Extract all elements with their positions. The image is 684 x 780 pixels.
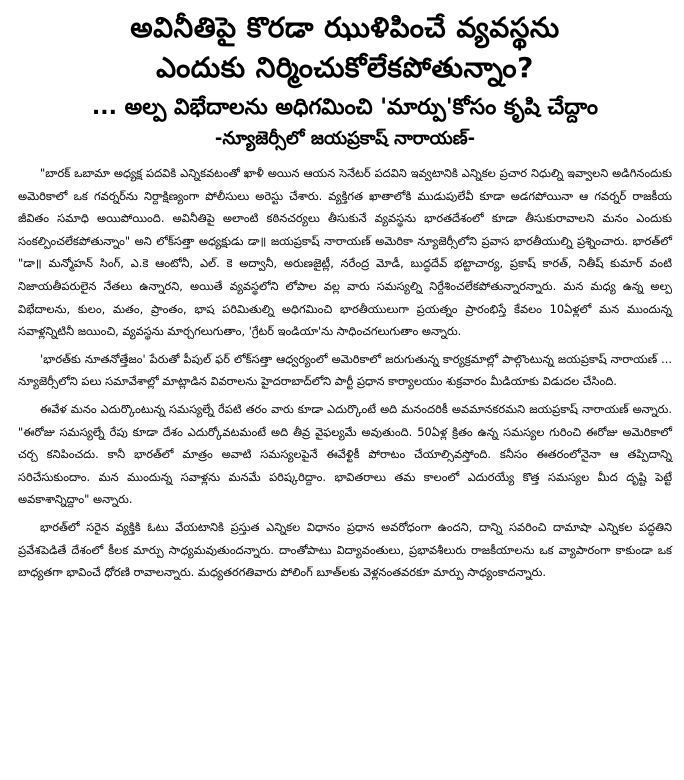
- paragraph-2: 'భారత్‌కు నూతనోత్తేజం' పేరుతో పీపుల్ ఫర్ లోక్‌సత్తా ఆధ్వర్యంలో అమెరికాలో జరుగుతున్న కార్యక్రమాల్లో పాల్గొంటున్న జయప్రకాష్ నారాయణ్ ... న్యూజెర్సీలోని పలు సమావేశాల్లో మాట్లాడిన వివరాలను హైదరాబాద్‌లోని పార్టీ ప్రధాన కార్యాలయం శుక్రవారం మీడియాకు విడుదల చేసింది.: [18, 351, 672, 389]
- headline: [18, 8, 672, 88]
- byline: -న్యూజెర్సీలో జయప్రకాష్ నారాయణ్-: [214, 128, 476, 149]
- subheadline: ... అల్ప విభేదాలను అధిగమించి 'మార్పు'కోసం కృషి చేద్దాం: [91, 95, 599, 120]
- paragraph-1: "బారక్ ఒబామా అధ్యక్ష పదవికి ఎన్నికవటంతో ఖాళీ అయిన ఆయన సెనేటర్ పదవిని ఇవ్వటానికి ఎన్నికల ప్రచార నిధుల్ని ఇవ్వాలని అడిగినందుకు అమెరికాలో ఒక గవర్నర్‌ను నిర్దాక్షిణ్యంగా పోలీసులు అరెస్టు చేశారు. వ్యక్తిగత ఖాతాలోకి ముడుపులేవీ కూడా అడగపోయినా ఆ గవర్నర్ రాజకీయ జీవితం సమాధి అయిపోయింది. అవినీతిపై అలాంటి కఠినచర్యలు తీసుకునే వ్యవస్థను భారతదేశంలో కూడా తీసుకురావాలని మనం ఎందుకు సంకల్పించలేకపోతున్నాం" అని లోక్‌సత్తా అధ్యక్షుడు డా॥ జయప్రకాష్ నారాయణ్ అమెరికా న్యూజెర్సీలోని ప్రవాస భారతీయుల్ని ప్రశ్నించారు. భారత్‌లో "డా॥ మన్మోహన్ సింగ్, ఎ.కె ఆంటోనీ, ఎల్. కె అద్వానీ, అరుణజైట్లీ, నరేంద్ర మోడీ, బుద్ధదేవ్ భట్టాచార్య, ప్రకాష్ కారత్, నితీష్ కుమార్ వంటి నిజాయతీపరులైన నేతలు ఉన్నారని, అయితే వ్యవస్థలోని లోపాల వల్ల వారు సమస్యల్ని నిర్దేశించలేకపోతున్నారన్నారు. మన మధ్య ఉన్న అల్ప విభేదాలను, కులం, మతం, ప్రాంతం, భాష పరిమితుల్ని అధిగమించి భారతీయులుగా ప్రయత్నం ప్రారంభిస్తే కేవలం 10ఏళ్లలో మన ముందున్న సవాళ్లన్నిటినీ జయించి, వ్యవస్థను మార్చగలుగుతాం, 'గ్రేటర్ ఇండియా'ను సాధించగలుగుతాం అన్నారు.: [18, 166, 672, 339]
- headline-line-2: ఎందుకు నిర్మించుకోలేకపోతున్నాం?: [156, 51, 534, 84]
- paragraph-4: భారత్‌లో సరైన వ్యక్తికి ఓటు వేయటానికి ప్రస్తుత ఎన్నికల విధానం ప్రధాన అవరోధంగా ఉందని, దాన్ని సవరించి దామాషా ఎన్నికల పద్ధతిని ప్రవేశపెడితే దేశంలో కీలక మార్పు సాధ్యమవుతుందన్నారు. దాంతోపాటు విద్యావంతులు, ప్రభావశీలురు రాజకీయాలను ఒక వ్యాపారంగా కాకుండా ఒక బాధ్యతగా భావించే ధోరణి రావాలన్నారు. మధ్యతరగతివారు పోలింగ్ బూత్‌లకు వెళ్లనంతవరకూ మార్పు సాధ్యంకాదన్నారు.: [18, 519, 672, 580]
- headline-line-1: అవినీతిపై కొరడా ఝుళిపించే వ్యవస్థను: [130, 11, 560, 44]
- paragraph-3: ఈవేళ మనం ఎదుర్కొంటున్న సమస్యల్నే రేపటి తరం వారు కూడా ఎదుర్కొంటే అది మనందరికీ అవమానకరమని జయప్రకాష్ నారాయణ్ అన్నారు. "ఈరోజు సమస్యల్నే రేపు కూడా దేశం ఎదుర్కోవటమంటే అది తీవ్ర వైఫల్యమే అవుతుంది. 50ఏళ్ల క్రితం ఉన్న సమస్యల గురించి ఈరోజు అమెరికాలో చర్చ కనిపించదు. కానీ భారత్‌లో మాత్రం అవాటి సమస్యలపైనే ఈవేళ్టికీ పోరాటం చేయాల్సివస్తోంది. కనీసం ఈతరంలోనైనా ఆ తప్పిదాన్ని సరిచేసుకుందాం. మన ముందున్న సవాళ్లను మనమే పరిష్కరిద్దాం. భావితరాలు తమ కాలంలో ఎదురయ్యే కొత్త సమస్యల మీద దృష్టి పెట్టే అవకాశాన్నిద్దాం" అన్నారు.: [18, 401, 672, 507]
- news-article: [0, 8, 684, 780]
- article-body: [18, 162, 672, 584]
